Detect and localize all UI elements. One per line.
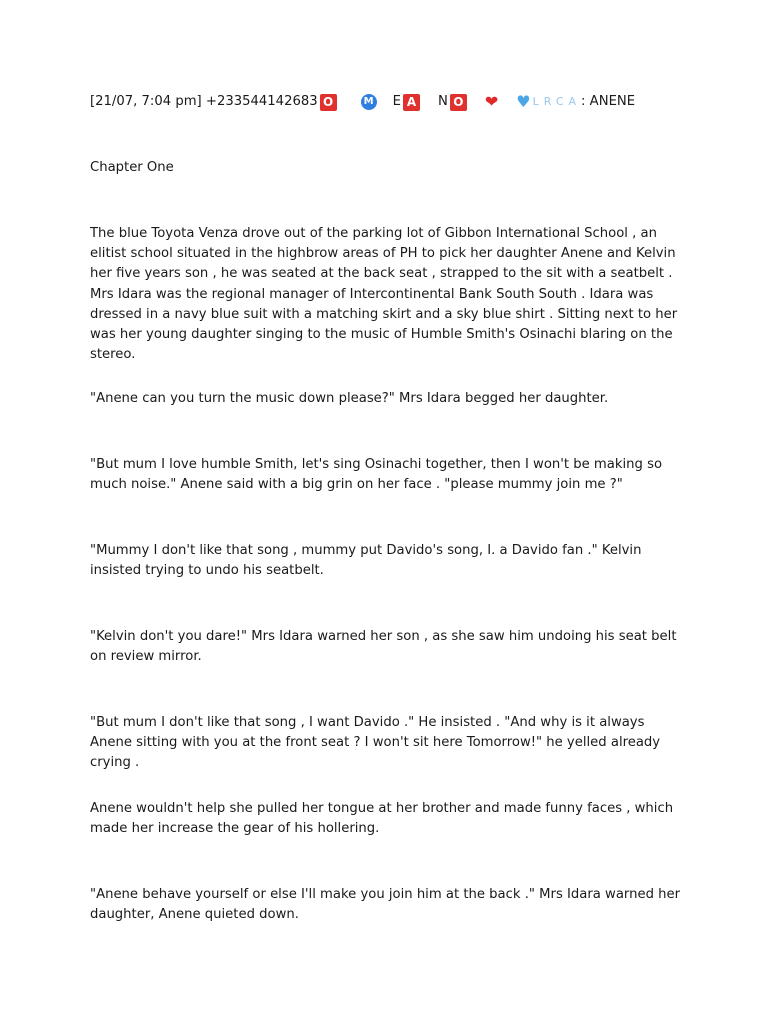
faint-letters: LRCA (532, 94, 582, 108)
letter-o-badge-icon: O (320, 94, 337, 111)
paragraph-2: "Anene can you turn the music down please?" Mrs Idara begged her daughter. (90, 391, 609, 406)
paragraph-7: Anene wouldn't help she pulled her tongue at her brother and made funny faces , which made her increase the gear of his hollering. (90, 801, 674, 837)
letter-a-badge-icon: A (403, 94, 420, 111)
paragraph-8: "Anene behave yourself or else I'll make you join him at the back ." Mrs Idara warned her daughter, Anene quieted down. (90, 887, 681, 923)
letter-o-badge-icon-2: O (450, 94, 467, 111)
paragraph-6: "But mum I don't like that song , I want Davido ." He insisted . "And why is it always Anene sitting with you at the front seat ? I won't sit here Tomorrow!" he yelled already crying . (90, 715, 661, 771)
document-page (90, 90, 690, 923)
letter-e: E (392, 93, 401, 109)
paragraph-4: "Mummy I don't like that song , mummy put Davido's song, I. a Davido fan ." Kelvin insisted trying to undo his seatbelt. (90, 543, 642, 579)
chapter-title: Chapter One (90, 160, 174, 175)
red-heart-icon: ❤ (484, 92, 499, 111)
letter-m-circle-icon: M (361, 94, 377, 110)
sender-name: : ANENE (581, 93, 636, 109)
message-header (90, 90, 690, 114)
letter-n: N (437, 93, 448, 109)
timestamp-and-phone: [21/07, 7:04 pm] +233544142683 (90, 93, 318, 109)
paragraph-5: "Kelvin don't you dare!" Mrs Idara warned her son , as she saw him undoing his seat belt on review mirror. (90, 629, 677, 665)
paragraph-3: "But mum I love humble Smith, let's sing Osinachi together, then I won't be making so much noise." Anene said with a big grin on her face . "please mummy join me ?" (90, 457, 663, 493)
blue-heart-icon: ♥ (516, 92, 531, 111)
paragraph-1: The blue Toyota Venza drove out of the parking lot of Gibbon International School , an elitist school situated in the highbrow areas of PH to pick her daughter Anene and Kelvin her five years son , he was seated at the back seat , strapped to the sit with a seatbelt . Mrs Idara was the regional manager of Intercontinental Bank South South . Idara was dressed in a navy blue suit with a matching skirt and a sky blue shirt . Sitting next to her was her young daughter singing to the music of Humble Smith's Osinachi blaring on the stereo. (90, 226, 678, 363)
